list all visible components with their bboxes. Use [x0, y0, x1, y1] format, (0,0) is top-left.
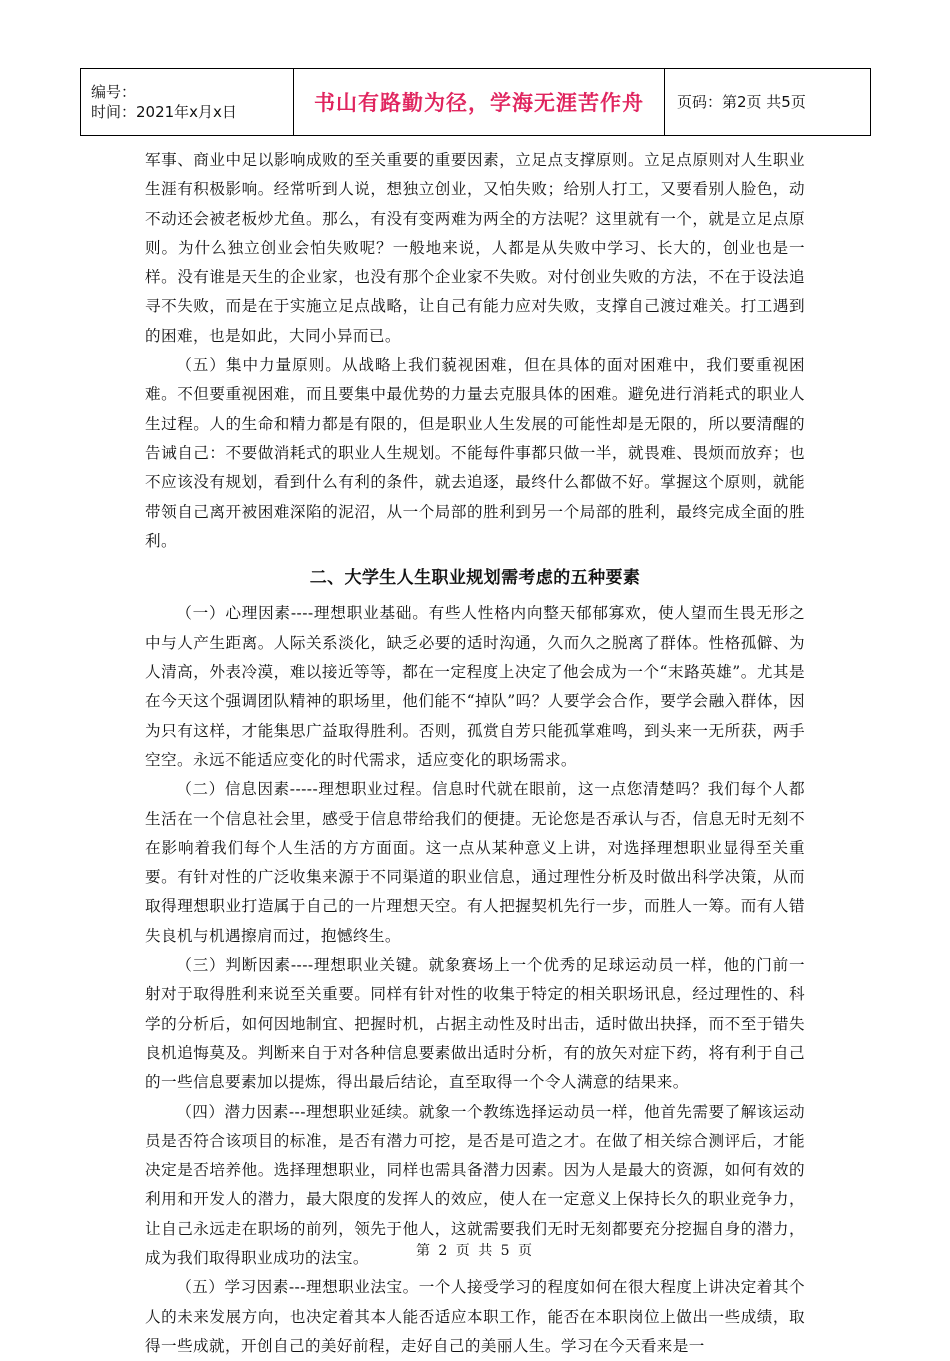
header-motto-cell — [294, 69, 665, 136]
document-number-label: 编号： — [91, 83, 137, 101]
factor-learning: （五）学习因素---理想职业法宝。一个人接受学习的程度如何在很大程度上讲决定着其个人的未来发展方向，也决定着其本人能否适应本职工作，能否在本职岗位上做出一些成绩，取得一些成就，开创自己的美好前程，走好自己的美丽人生。学习在今天看来是一 — [145, 1278, 805, 1355]
paragraph-concentrate-forces: （五）集中力量原则。从战略上我们藐视困难，但在具体的面对困难中，我们要重视困难。不但要重视困难，而且要集中最优势的力量去克服具体的困难。避免进行消耗式的职业人生过程。人的生命和精力都是有限的，但是职业人生发展的可能性却是无限的，所以要清醒的告诫自己：不要做消耗式的职业人生规划。不能每件事都只做一半，就畏难、畏烦而放弃；也不应该没有规划，看到什么有利的条件，就去追逐，最终什么都做不好。掌握这个原则，就能带领自己离开被困难深陷的泥沼，从一个局部的胜利到另一个局部的胜利，最终完成全面的胜利。 — [145, 356, 805, 550]
factor-psychological: （一）心理因素----理想职业基础。有些人性格内向整天郁郁寡欢，使人望而生畏无形之中与人产生距离。人际关系淡化，缺乏必要的适时沟通，久而久之脱离了群体。性格孤僻、为人清高，外表冷漠，难以接近等等，都在一定程度上决定了他会成为一个“末路英雄”。尤其是在今天这个强调团队精神的职场里，他们能不“掉队”吗？人要学会合作，要学会融入群体，因为只有这样，才能集思广益取得胜利。否则，孤赏自芳只能孤掌难鸣，到头来一无所获，两手空空。永远不能适应变化的时代需求，适应变化的职场需求。 — [145, 604, 805, 769]
factor-judgment: （三）判断因素----理想职业关键。就象赛场上一个优秀的足球运动员一样，他的门前一射对于取得胜利来说至关重要。同样有针对性的收集于特定的相关职场讯息，经过理性的、科学的分析后，如何因地制宜、把握时机，占据主动性及时出击，适时做出抉择，而不至于错失良机追悔莫及。判断来自于对各种信息要素做出适时分析，有的放矢对症下药，将有利于自己的一些信息要素加以提炼，得出最后结论，直至取得一个令人满意的结果来。 — [145, 956, 805, 1092]
header-table — [80, 68, 871, 136]
section-heading: 二、大学生人生职业规划需考虑的五种要素 — [309, 568, 641, 589]
page-footer: 第 2 页 共 5 页 — [415, 1243, 535, 1259]
header-motto: 书山有路勤为径，学海无涯苦作舟 — [314, 91, 644, 115]
document-date-label: 时间：2021年x月x日 — [91, 103, 237, 121]
header-page-number: 页码：第2页 共5页 — [677, 93, 806, 111]
document-body — [145, 146, 805, 1361]
header-page-cell — [665, 69, 871, 136]
header-info-cell — [81, 69, 294, 136]
factor-information: （二）信息因素-----理想职业过程。信息时代就在眼前，这一点您清楚吗？我们每个人都生活在一个信息社会里，感受于信息带给我们的便捷。无论您是否承认与否，信息无时无刻不在影响着我们每个人生活的方方面面。这一点从某种意义上讲，对选择理想职业显得至关重要。有针对性的广泛收集来源于不同渠道的职业信息，通过理性分析及时做出科学决策，从而取得理想职业打造属于自己的一片理想天空。有人把握契机先行一步，而胜人一筹。而有人错失良机与机遇擦肩而过，抱憾终生。 — [145, 780, 805, 945]
factor-potential: （四）潜力因素---理想职业延续。就象一个教练选择运动员一样，他首先需要了解该运动员是否符合该项目的标准，是否有潜力可挖，是否是可造之才。在做了相关综合测评后，才能决定是否培养他。选择理想职业，同样也需具备潜力因素。因为人是最大的资源，如何有效的利用和开发人的潜力，最大限度的发挥人的效应，使人在一定意义上保持长久的职业竞争力，让自己永远走在职场的前列，领先于他人，这就需要我们无时无刻都要充分挖掘自身的潜力，成为我们取得职业成功的法宝。 — [145, 1102, 805, 1267]
paragraph-foothold-continued: 军事、商业中足以影响成败的至关重要的重要因素，立足点支撑原则。立足点原则对人生职业生涯有积极影响。经常听到人说，想独立创业，又怕失败；给别人打工，又要看别人脸色，动不动还会被老板炒尤鱼。那么，有没有变两难为两全的方法呢？这里就有一个，就是立足点原则。为什么独立创业会怕失败呢？一般地来说，人都是从失败中学习、长大的，创业也是一样。没有谁是天生的企业家，也没有那个企业家不失败。对付创业失败的方法，不在于设法追寻不失败，而是在于实施立足点战略，让自己有能力应对失败，支撑自己渡过难关。打工遇到的困难，也是如此，大同小异而已。 — [145, 151, 805, 345]
